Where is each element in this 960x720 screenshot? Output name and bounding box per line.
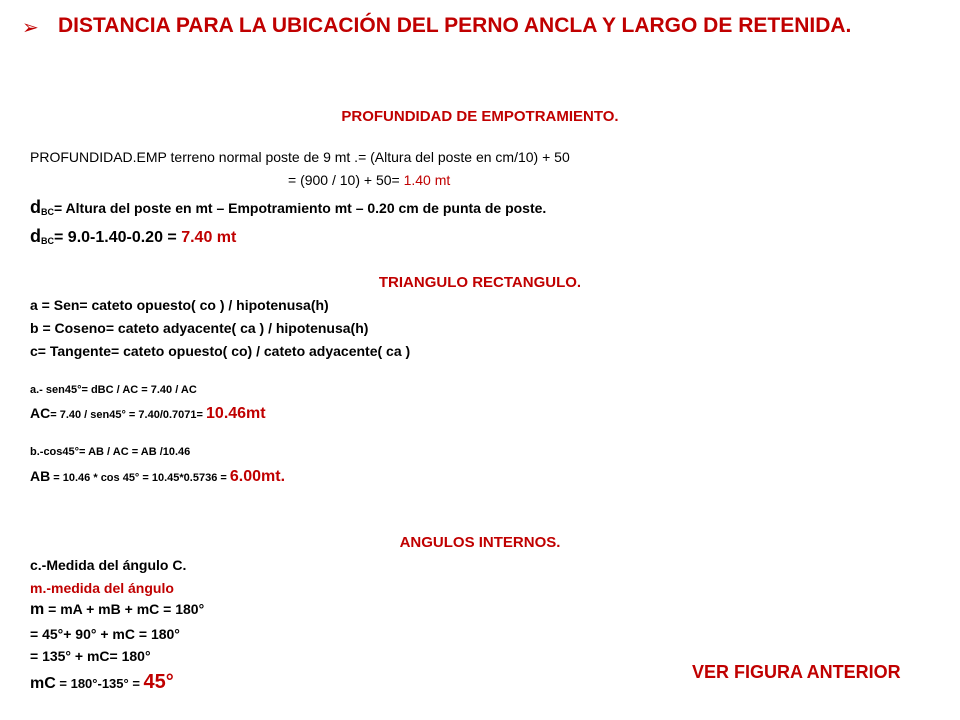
angle-line6-rest: = 180°-135° = <box>55 676 144 691</box>
calc-b-lead: AB <box>30 468 51 484</box>
calc-a-line1: a.- sen45°= dBC / AC = 7.40 / AC <box>30 384 197 396</box>
calc-b-line2 <box>30 468 285 486</box>
formula-line2 <box>288 172 450 188</box>
dbc-definition <box>30 197 546 218</box>
dbc-sub: BC <box>41 207 54 217</box>
calc-a-result: 10.46mt <box>206 405 266 422</box>
angle-line3-lead: m <box>30 601 45 618</box>
angle-line6-result: 45° <box>143 671 174 693</box>
dbc-calculation <box>30 226 236 247</box>
calc-a-rest: = 7.40 / sen45° = 7.40/0.7071= <box>50 409 207 421</box>
calc-a-line2 <box>30 405 266 423</box>
angle-line2: m.-medida del ángulo <box>30 580 174 596</box>
dbc-calc-sub: BC <box>41 236 54 246</box>
def-sen: a = Sen= cateto opuesto( co ) / hipotenusa(h) <box>30 297 329 313</box>
page-title: DISTANCIA PARA LA UBICACIÓN DEL PERNO ANCLA Y LARGO DE RETENIDA. <box>58 14 852 37</box>
def-tan: c= Tangente= cateto opuesto( co) / cateto adyacente( ca ) <box>30 343 411 359</box>
angle-line1: c.-Medida del ángulo C. <box>30 557 187 573</box>
dbc-calc-d: d <box>30 226 41 246</box>
see-figure-note: VER FIGURA ANTERIOR <box>692 662 901 682</box>
calc-b-rest: = 10.46 * cos 45° = 10.45*0.5736 = <box>50 472 230 484</box>
angle-line6 <box>30 671 174 694</box>
formula-line1: PROFUNDIDAD.EMP terreno normal poste de 9 mt .= (Altura del poste en cm/10) + 50 <box>30 149 570 165</box>
calc-b-result: 6.00mt. <box>229 468 286 485</box>
angle-line4: = 45°+ 90° + mC = 180° <box>30 626 180 642</box>
angle-line5: = 135° + mC= 180° <box>30 648 151 664</box>
calc-a-lead: AC <box>30 405 51 421</box>
angle-line6-lead: mC <box>30 675 56 692</box>
dbc-d: d <box>30 197 41 217</box>
angle-line3-rest: = mA + mB + mC = 180° <box>44 601 205 617</box>
formula-line2-prefix: = (900 / 10) + 50= <box>288 172 404 188</box>
heading-profundidad: PROFUNDIDAD DE EMPOTRAMIENTO. <box>341 108 619 125</box>
dbc-calc-result: 7.40 mt <box>181 229 237 246</box>
heading-angulos: ANGULOS INTERNOS. <box>399 534 561 551</box>
def-cos: b = Coseno= cateto adyacente( ca ) / hipotenusa(h) <box>30 320 369 336</box>
dbc-def-text: = Altura del poste en mt – Empotramiento mt – 0.20 cm de punta de poste. <box>54 200 547 216</box>
angle-line3 <box>30 601 204 619</box>
calc-b-line1: b.-cos45°= AB / AC = AB /10.46 <box>30 446 191 458</box>
formula-line2-result: 1.40 mt <box>403 172 451 188</box>
dbc-calc-text: = 9.0-1.40-0.20 = <box>54 229 182 246</box>
heading-triangulo: TRIANGULO RECTANGULO. <box>378 274 582 291</box>
bullet-arrow-icon: ➢ <box>22 17 39 39</box>
